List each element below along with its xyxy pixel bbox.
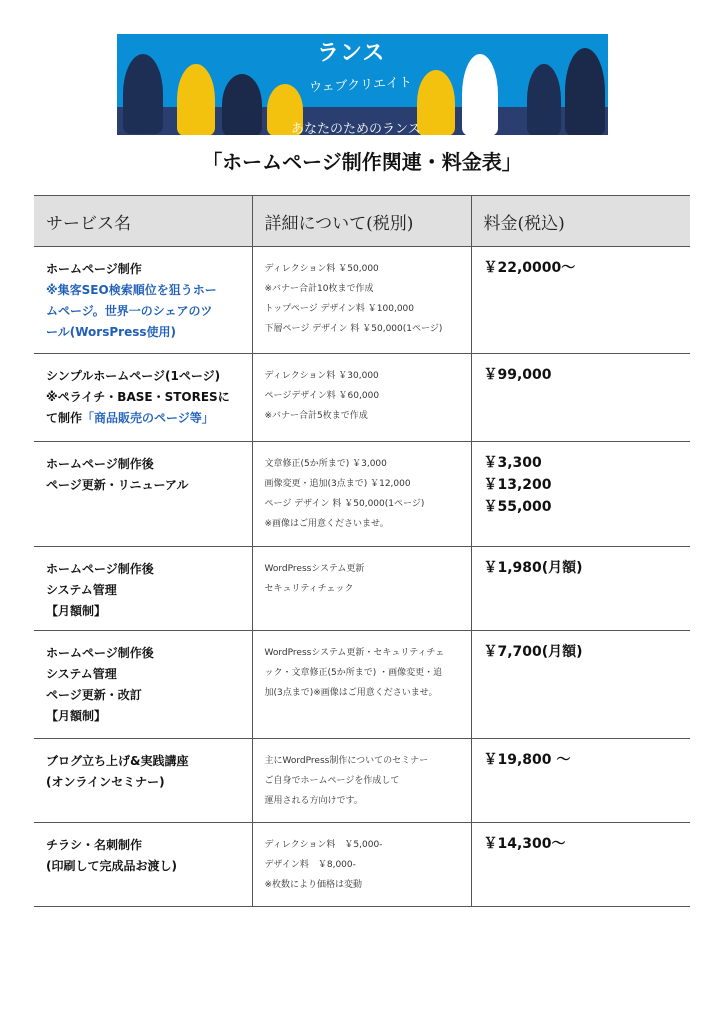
header-price: 料金(税込) (471, 196, 690, 247)
service-line (46, 772, 242, 793)
person-illustration (462, 54, 498, 135)
price-value: ￥13,200 (483, 477, 552, 493)
price-value: ￥22,0000〜 (483, 260, 576, 276)
detail-line: ディレクション料 ￥30,000 (264, 371, 379, 381)
text: ページ更新・改訂 (46, 688, 142, 702)
text: ホームページ制作後 (46, 646, 154, 660)
header-details: 詳細について(税別) (252, 196, 471, 247)
highlight-text: ※集客SEO検索順位を狙うホー (46, 283, 217, 297)
highlight-text: ムページ。世界一のシェアのツ (46, 304, 213, 318)
service-line (46, 856, 242, 877)
price-value: ￥19,800 〜 (483, 752, 571, 768)
service-name-cell (34, 631, 252, 739)
detail-line: ページデザイン料 ￥60,000 (264, 391, 380, 401)
text: (印刷して完成品お渡し) (46, 859, 177, 873)
service-line (46, 387, 242, 408)
highlight-text: ール(WorsPress使用) (46, 325, 176, 339)
service-line (46, 259, 242, 280)
table-header-row (34, 196, 690, 247)
text: ホームページ制作 (46, 262, 142, 276)
text: システム管理 (46, 583, 117, 597)
service-line (46, 685, 242, 706)
table-row (34, 354, 690, 442)
detail-line: ページ デザイン 料 ￥50,000(1ページ) (264, 499, 425, 509)
service-line (46, 322, 242, 343)
service-name-cell (34, 442, 252, 547)
service-line (46, 408, 242, 429)
banner-title: ランス (317, 40, 386, 66)
detail-line: ディレクション料 ￥5,000- (264, 840, 383, 850)
table-row (34, 547, 690, 631)
detail-line: WordPressシステム更新・セキュリティチェ (264, 648, 445, 658)
service-name-cell (34, 354, 252, 442)
price-value: ￥14,300〜 (483, 836, 566, 852)
text: ホームページ制作後 (46, 562, 154, 576)
price-cell (471, 547, 690, 631)
details-cell (252, 247, 471, 354)
price-cell (471, 823, 690, 907)
text: (オンラインセミナー) (46, 775, 165, 789)
details-cell (252, 823, 471, 907)
text: ページ更新・リニューアル (46, 478, 189, 492)
header-service: サービス名 (34, 196, 252, 247)
text: チラシ・名刺制作 (46, 838, 143, 852)
detail-line: 文章修正(5か所まで) ￥3,000 (264, 459, 387, 469)
service-line (46, 559, 242, 580)
detail-line: セキュリティチェック (264, 584, 354, 594)
text: システム管理 (46, 667, 117, 681)
person-illustration (222, 74, 262, 135)
details-cell (252, 547, 471, 631)
detail-line: ※バナー合計10枚まで作成 (264, 284, 374, 294)
table-row (34, 739, 690, 823)
service-line (46, 664, 242, 685)
price-cell (471, 247, 690, 354)
detail-line: WordPressシステム更新 (264, 564, 365, 574)
price-value: ￥7,700(月額) (483, 644, 583, 660)
detail-line: ※画像はご用意くださいませ。 (264, 519, 389, 529)
price-value: ￥55,000 (483, 499, 552, 515)
person-illustration (565, 48, 605, 135)
details-cell (252, 739, 471, 823)
page-title: 「ホームページ制作関連・料金表」 (202, 150, 522, 174)
text: シンプルホームページ(1ページ) (46, 369, 221, 383)
text: 【月額制】 (46, 709, 107, 723)
table-row (34, 442, 690, 547)
service-name-cell (34, 823, 252, 907)
detail-line: デザイン料 ￥8,000- (264, 860, 356, 870)
service-line (46, 301, 242, 322)
service-line (46, 280, 242, 301)
text: ※ペライチ・BASE・STORESに (46, 390, 230, 404)
service-line (46, 643, 242, 664)
price-value: ￥1,980(月額) (483, 560, 583, 576)
banner-illustration (117, 34, 608, 135)
service-line (46, 751, 242, 772)
person-illustration (177, 64, 215, 135)
text: ホームページ制作後 (46, 457, 154, 471)
service-line (46, 475, 242, 496)
highlight-text: 「商品販売のページ等」 (82, 411, 214, 425)
details-cell (252, 442, 471, 547)
detail-line: ※枚数により価格は変動 (264, 880, 363, 890)
details-cell (252, 354, 471, 442)
service-line (46, 601, 242, 622)
service-line (46, 835, 242, 856)
service-line (46, 580, 242, 601)
service-name-cell (34, 739, 252, 823)
detail-line: 運用される方向けです。 (264, 796, 363, 806)
person-illustration (417, 70, 455, 135)
price-cell (471, 631, 690, 739)
table-row (34, 631, 690, 739)
detail-line: ※バナー合計5枚まで作成 (264, 411, 368, 421)
detail-line: 主にWordPress制作についてのセミナー (264, 756, 429, 766)
banner-tagline: あなたのためのランス (291, 122, 421, 135)
table-row (34, 823, 690, 907)
person-illustration (527, 64, 561, 135)
details-cell (252, 631, 471, 739)
price-cell (471, 739, 690, 823)
price-table (34, 195, 690, 907)
detail-line: 下層ページ デザイン 料 ￥50,000(1ページ) (264, 324, 443, 334)
price-cell (471, 442, 690, 547)
service-line (46, 706, 242, 727)
text: ブログ立ち上げ&実践講座 (46, 754, 189, 768)
service-line (46, 366, 242, 387)
table-row (34, 247, 690, 354)
detail-line: ご自身でホームページを作成して (264, 776, 400, 786)
banner-subtitle: ウェブクリエイト (308, 75, 413, 96)
service-line (46, 454, 242, 475)
detail-line: トップページ デザイン料 ￥100,000 (264, 304, 414, 314)
service-name-cell (34, 247, 252, 354)
detail-line: 加(3点まで)※画像はご用意くださいませ。 (264, 688, 438, 698)
detail-line: ック・文章修正(5か所まで) ・画像変更・追 (264, 668, 443, 678)
price-value: ￥3,300 (483, 455, 542, 471)
detail-line: 画像変更・追加(3点まで) ￥12,000 (264, 479, 411, 489)
text: て制作 (46, 411, 83, 425)
text: 【月額制】 (46, 604, 107, 618)
service-name-cell (34, 547, 252, 631)
detail-line: ディレクション料 ￥50,000 (264, 264, 379, 274)
person-illustration (123, 54, 163, 134)
price-value: ￥99,000 (483, 367, 552, 383)
price-cell (471, 354, 690, 442)
